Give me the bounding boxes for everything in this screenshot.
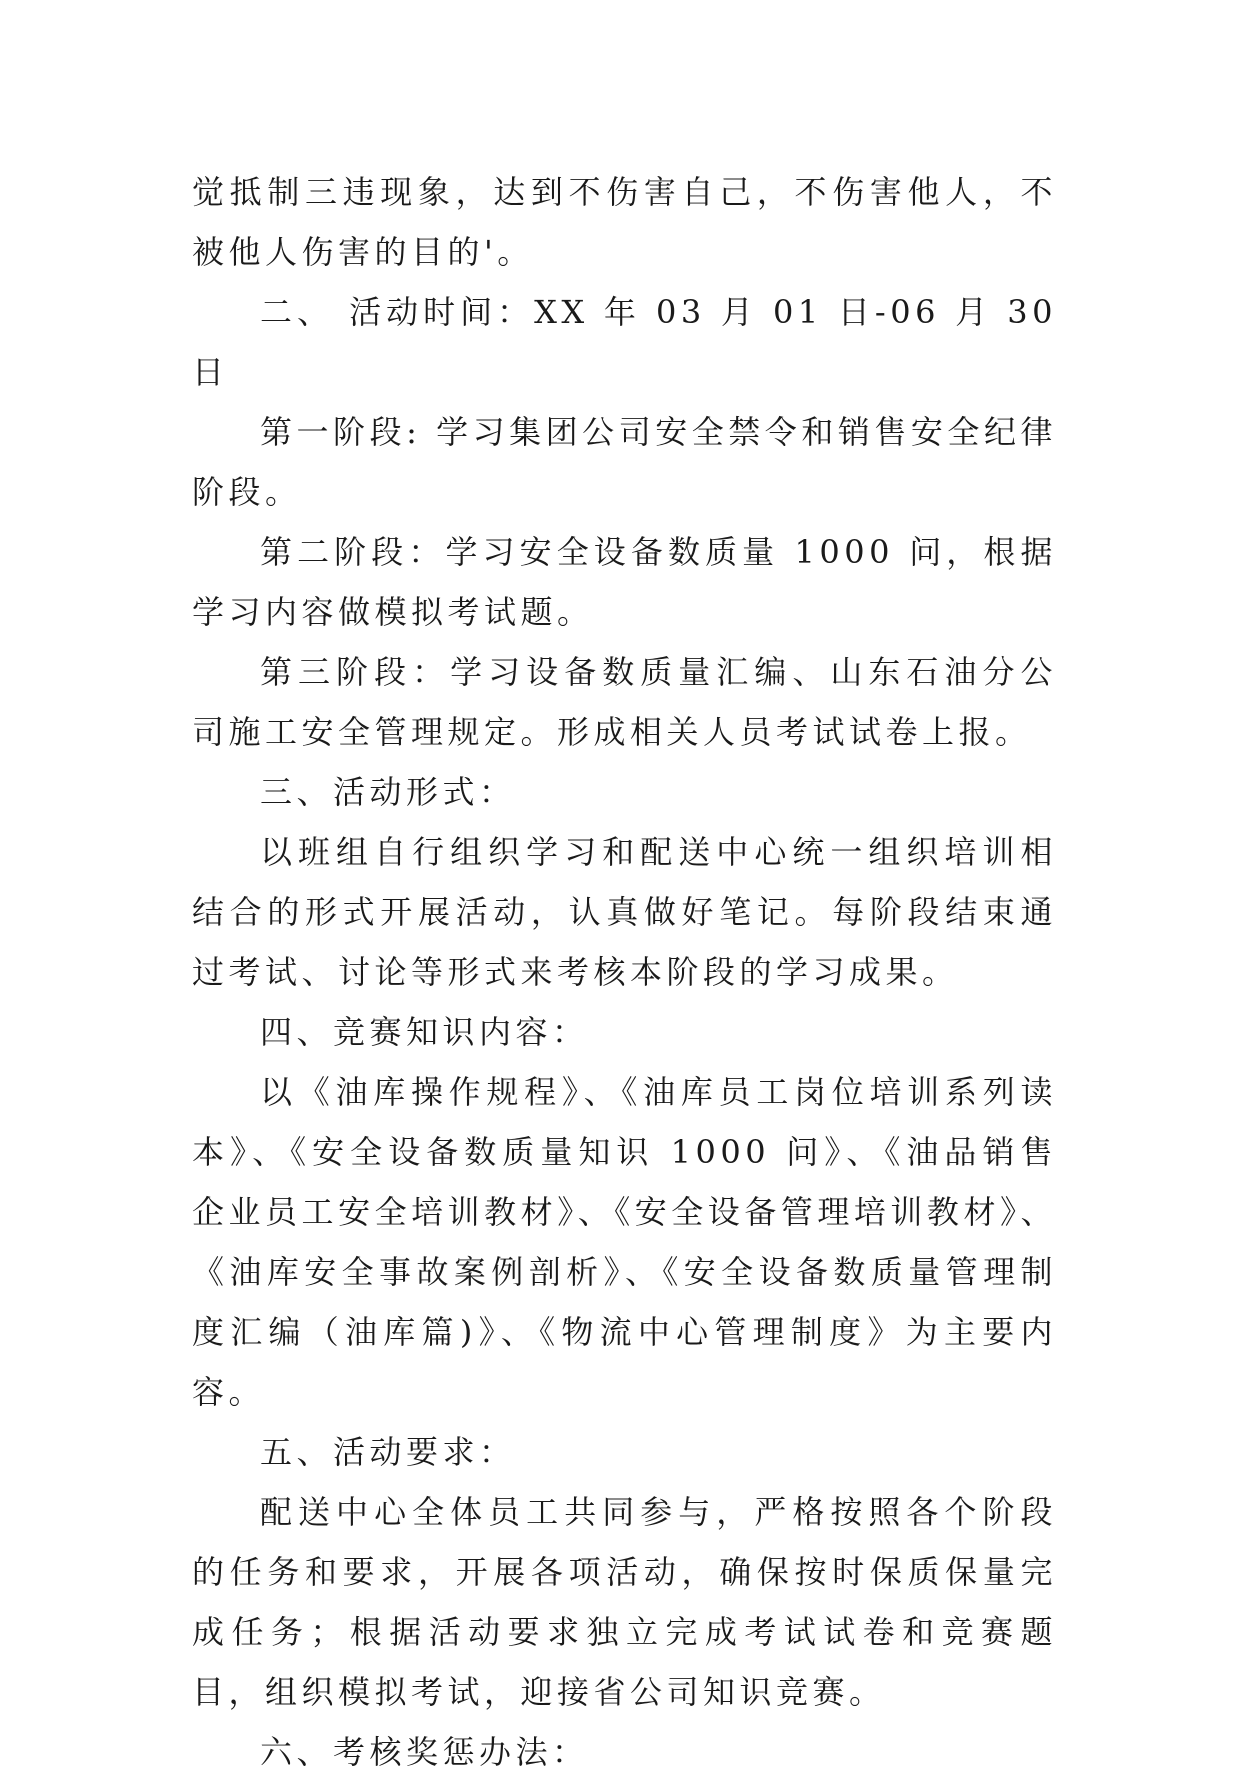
paragraph-stage-two: 第二阶段：学习安全设备数质量 1000 问，根据学习内容做模拟考试题。 [192, 533, 1057, 631]
heading-activity-form: 三、活动形式： [260, 773, 516, 811]
paragraph-continuation: 觉抵制三违现象，达到不伤害自己，不伤害他人，不被他人伤害的目的'。 [192, 173, 1057, 271]
paragraph-activity-time: 二、 活动时间：XX 年 03 月 01 日-06 月 30 日 [192, 293, 1057, 391]
paragraph-activity-form: 以班组自行组织学习和配送中心统一组织培训相结合的形式开展活动，认真做好笔记。每阶段结束通过考试、讨论等形式来考核本阶段的学习成果。 [192, 833, 1057, 991]
heading-activity-requirements: 五、活动要求： [260, 1433, 516, 1471]
heading-knowledge-content: 四、竞赛知识内容： [260, 1013, 589, 1051]
paragraph-stage-one: 第一阶段: 学习集团公司安全禁令和销售安全纪律阶段。 [192, 413, 1057, 511]
document-body [192, 162, 1057, 1782]
heading-assessment-rewards: 六、考核奖惩办法： [260, 1733, 589, 1771]
paragraph-activity-requirements: 配送中心全体员工共同参与，严格按照各个阶段的任务和要求，开展各项活动，确保按时保质保量完成任务；根据活动要求独立完成考试试卷和竞赛题目，组织模拟考试，迎接省公司知识竞赛。 [192, 1493, 1057, 1711]
paragraph-stage-three: 第三阶段：学习设备数质量汇编、山东石油分公司施工安全管理规定。形成相关人员考试试卷上报。 [192, 653, 1057, 751]
paragraph-knowledge-content: 以《油库操作规程》、《油库员工岗位培训系列读本》、《安全设备数质量知识 1000 问》、《油品销售企业员工安全培训教材》、《安全设备管理培训教材》、《油库安全事故案例剖析》、《安全设备数质量管理制度汇编（油库篇)》、《物流中心管理制度》为主要内容。 [192, 1073, 1057, 1411]
